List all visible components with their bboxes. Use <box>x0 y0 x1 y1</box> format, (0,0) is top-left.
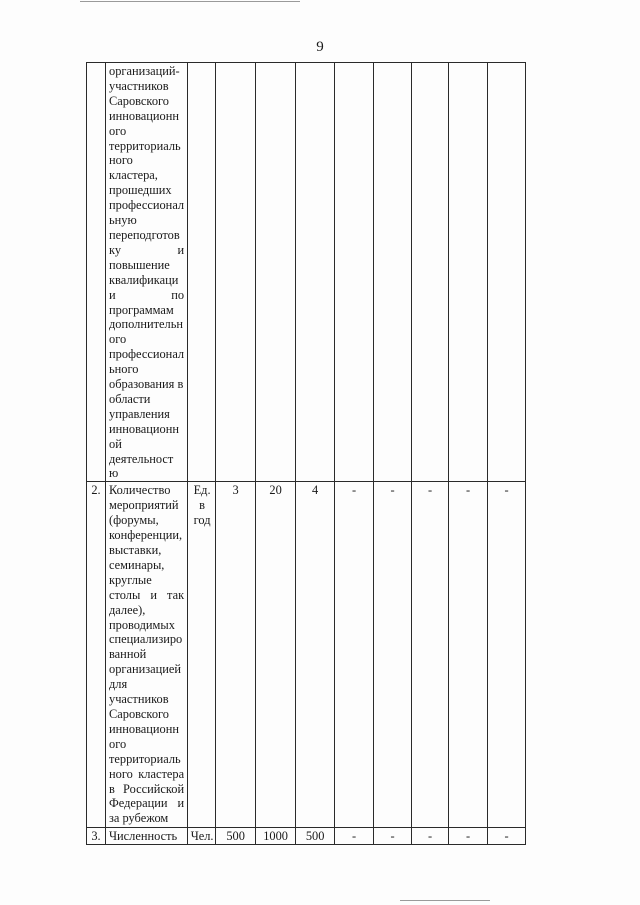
indicator-name-line: образования в <box>109 377 184 392</box>
indicator-name-line: прошедших <box>109 183 172 198</box>
value-cell: - <box>374 828 412 845</box>
indicator-name-line: конференции, <box>109 528 183 543</box>
indicator-name-line: ьного <box>109 362 139 377</box>
page-number: 9 <box>316 39 324 55</box>
table-row <box>87 828 526 845</box>
indicator-name-line: деятельност <box>109 451 174 466</box>
indicator-name-line: ого <box>109 736 127 751</box>
indicator-name-line: круглые <box>109 572 152 587</box>
value-cell <box>488 63 526 482</box>
indicator-name-line: ванной <box>109 647 147 662</box>
value-cell: 20 <box>256 482 296 828</box>
value-cell <box>335 63 374 482</box>
value-cell: - <box>335 482 374 828</box>
indicator-name-line: профессионал <box>109 198 185 213</box>
unit-cell: Ед. в год <box>188 482 216 828</box>
indicator-name-line: дополнительн <box>109 317 183 332</box>
scan-artifact-bottom <box>400 900 490 901</box>
indicator-name-line: для <box>109 677 128 692</box>
value-cell: - <box>412 828 449 845</box>
indicator-name-line: ю <box>109 466 119 481</box>
value-cell <box>216 63 256 482</box>
indicator-name-line: управления <box>109 406 170 421</box>
indicator-name-line: Федерации и <box>109 796 185 811</box>
indicator-name-line: выставки, <box>109 543 162 557</box>
indicator-name-line: участников <box>109 692 169 707</box>
indicator-name-cell <box>106 63 188 482</box>
table-row <box>87 482 526 828</box>
indicator-name-line: и по <box>109 287 185 302</box>
row-number-cell: 3. <box>87 828 106 845</box>
value-cell: - <box>374 482 412 828</box>
indicator-name-line: Саровского <box>109 93 169 108</box>
indicator-name-line: Саровского <box>109 706 169 721</box>
value-cell: - <box>488 828 526 845</box>
indicator-name-cell <box>106 828 188 845</box>
row-number-cell: 2. <box>87 482 106 828</box>
indicator-name-line: области <box>109 391 151 406</box>
indicator-name-line: (форумы, <box>109 513 159 528</box>
indicator-name-line: организацией <box>109 662 182 677</box>
indicator-name-line: квалификаци <box>109 272 179 287</box>
indicator-name-line: Количество <box>109 483 171 498</box>
indicator-name-line: организаций- <box>109 64 180 78</box>
value-cell <box>449 63 488 482</box>
value-cell: - <box>488 482 526 828</box>
value-cell: 4 <box>296 482 335 828</box>
indicator-name-line: ого <box>109 123 127 138</box>
value-cell: 500 <box>216 828 256 845</box>
indicator-name-line: специализиро <box>109 632 183 647</box>
indicator-name-cell <box>106 482 188 828</box>
table-row <box>87 63 526 482</box>
indicator-name-line: инновационн <box>109 108 179 123</box>
value-cell <box>412 63 449 482</box>
value-cell: - <box>449 828 488 845</box>
value-cell: - <box>412 482 449 828</box>
indicator-name-line: ой <box>109 436 122 451</box>
value-cell <box>374 63 412 482</box>
indicator-name-line: повышение <box>109 257 170 272</box>
value-cell: 3 <box>216 482 256 828</box>
indicator-name-line: в Российской <box>109 781 185 796</box>
indicators-table <box>86 62 526 845</box>
indicator-name-line: мероприятий <box>109 498 179 513</box>
row-number-cell <box>87 63 106 482</box>
value-cell: - <box>449 482 488 828</box>
value-cell: 500 <box>296 828 335 845</box>
indicator-name-line: ого <box>109 332 127 347</box>
indicator-name-line: программам <box>109 302 174 317</box>
indicator-name-line: ного <box>109 153 133 168</box>
indicator-name-line: ного кластера <box>109 766 185 781</box>
indicator-name-line: участников <box>109 78 169 93</box>
indicator-name-line: территориаль <box>109 751 181 766</box>
unit-cell: Чел. <box>188 828 216 845</box>
indicator-name-line: проводимых <box>109 617 175 632</box>
value-cell <box>256 63 296 482</box>
indicator-name-line: столы и так <box>109 587 185 602</box>
indicator-name-line: территориаль <box>109 138 181 153</box>
indicator-name-line: переподготов <box>109 227 180 242</box>
indicator-name-line: ку и <box>109 242 185 257</box>
indicator-name-line: инновационн <box>109 421 179 436</box>
unit-cell <box>188 63 216 482</box>
value-cell <box>296 63 335 482</box>
indicator-name-line: семинары, <box>109 557 165 572</box>
indicator-name-line: инновационн <box>109 721 179 736</box>
value-cell: 1000 <box>256 828 296 845</box>
indicator-name-line: далее), <box>109 602 146 617</box>
scan-artifact-top <box>80 1 300 2</box>
indicator-name-line: Численность <box>109 829 178 844</box>
value-cell: - <box>335 828 374 845</box>
indicator-name-line: профессионал <box>109 347 185 362</box>
indicator-name-line: ьную <box>109 213 137 228</box>
indicator-name-line: за рубежом <box>109 811 169 826</box>
indicator-name-line: кластера, <box>109 168 158 183</box>
